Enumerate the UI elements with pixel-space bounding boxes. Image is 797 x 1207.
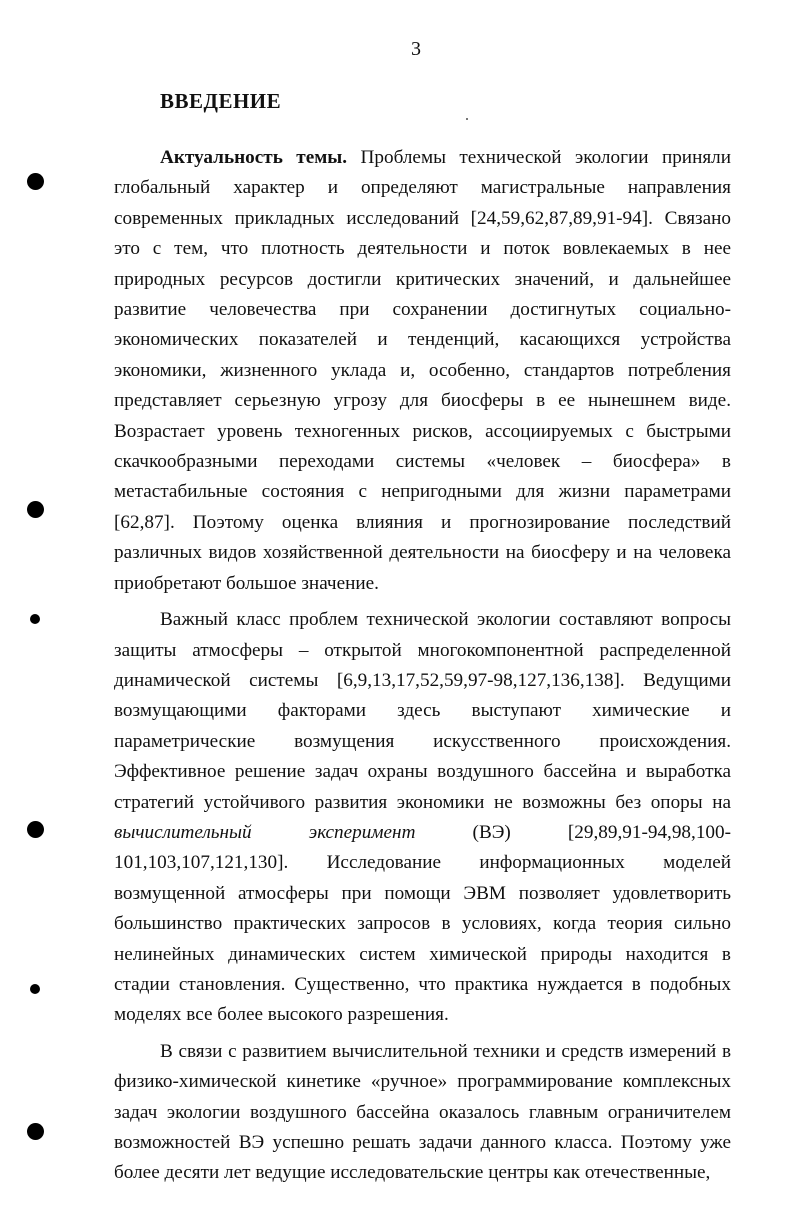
- paragraph-text: Проблемы технической экологии приняли глобальный характер и определяют магистральные направления современных прикладных исследований [24,59,62,87,89,91-94]. Связано это с тем, что плотность деятельности и поток вовлекаемых в нее природных ресурсов достигли критических значений, и дальнейшее развитие человечества при сохранении достигнутых социально-экономических показателей и тенденций, касающихся устройства экономики, жизненного уклада и, особенно, стандартов потребления представляет серьезную угрозу для биосферы в ее нынешнем виде. Возрастает уровень техногенных рисков, ассоциируемых с быстрыми скачкообразными переходами системы «человек – биосфера» в метастабильные состояния с непригодными для жизни параметрами [62,87]. Поэтому оценка влияния и прогнозирование последствий различных видов хозяйственной деятельности на биосферу и на человека приобретают большое значение.: [114, 147, 732, 594]
- paragraph-relevance: [114, 143, 731, 599]
- margin-dot: [27, 821, 44, 838]
- scan-speck: [466, 118, 468, 120]
- paragraph-computing: [114, 1037, 731, 1189]
- paragraph-text: Важный класс проблем технической экологии составляют вопросы защиты атмосферы – открытой многокомпонентной распределенной динамической системы [6,9,13,17,52,59,97-98,127,136,138]. Ведущими возмущающими факторами здесь выступают химические и параметрические возмущения искусственного происхождения. Эффективное решение задач охраны воздушного бассейна и выработка стратегий устойчивого развития экономики не возможны без опоры на: [114, 609, 731, 813]
- margin-dot: [30, 614, 40, 624]
- body-text: [114, 143, 731, 1195]
- italic-term: вычислительный эксперимент: [114, 821, 416, 843]
- paragraph-lead: Актуальность темы.: [160, 147, 348, 168]
- paragraph-text: В связи с развитием вычислительной техники и средств измерений в физико-химической кинетике «ручное» программирование комплексных задач экологии воздушного бассейна оказалось главным ограничителем возможностей ВЭ успешно решать задачи данного класса. Поэтому уже более десяти лет ведущие исследовательские центры как отечественные,: [114, 1040, 731, 1184]
- margin-dot: [27, 501, 44, 518]
- page-heading: ВВЕДЕНИЕ: [160, 89, 282, 113]
- page-number: 3: [411, 38, 421, 60]
- paragraph-atmosphere: [114, 605, 731, 1031]
- margin-dot: [30, 984, 40, 994]
- margin-dot: [27, 173, 44, 190]
- paragraph-text: (ВЭ) [29,89,91-94,98,100-101,103,107,121,130]. Исследование информационных моделей возмущенной атмосферы при помощи ЭВМ позволяет удовлетворить большинство практических запросов в условиях, когда теория сильно нелинейных динамических систем химической природы находится в стадии становления. Существенно, что практика нуждается в подобных моделях все более высокого разрешения.: [114, 821, 731, 1026]
- margin-dot: [27, 1123, 44, 1140]
